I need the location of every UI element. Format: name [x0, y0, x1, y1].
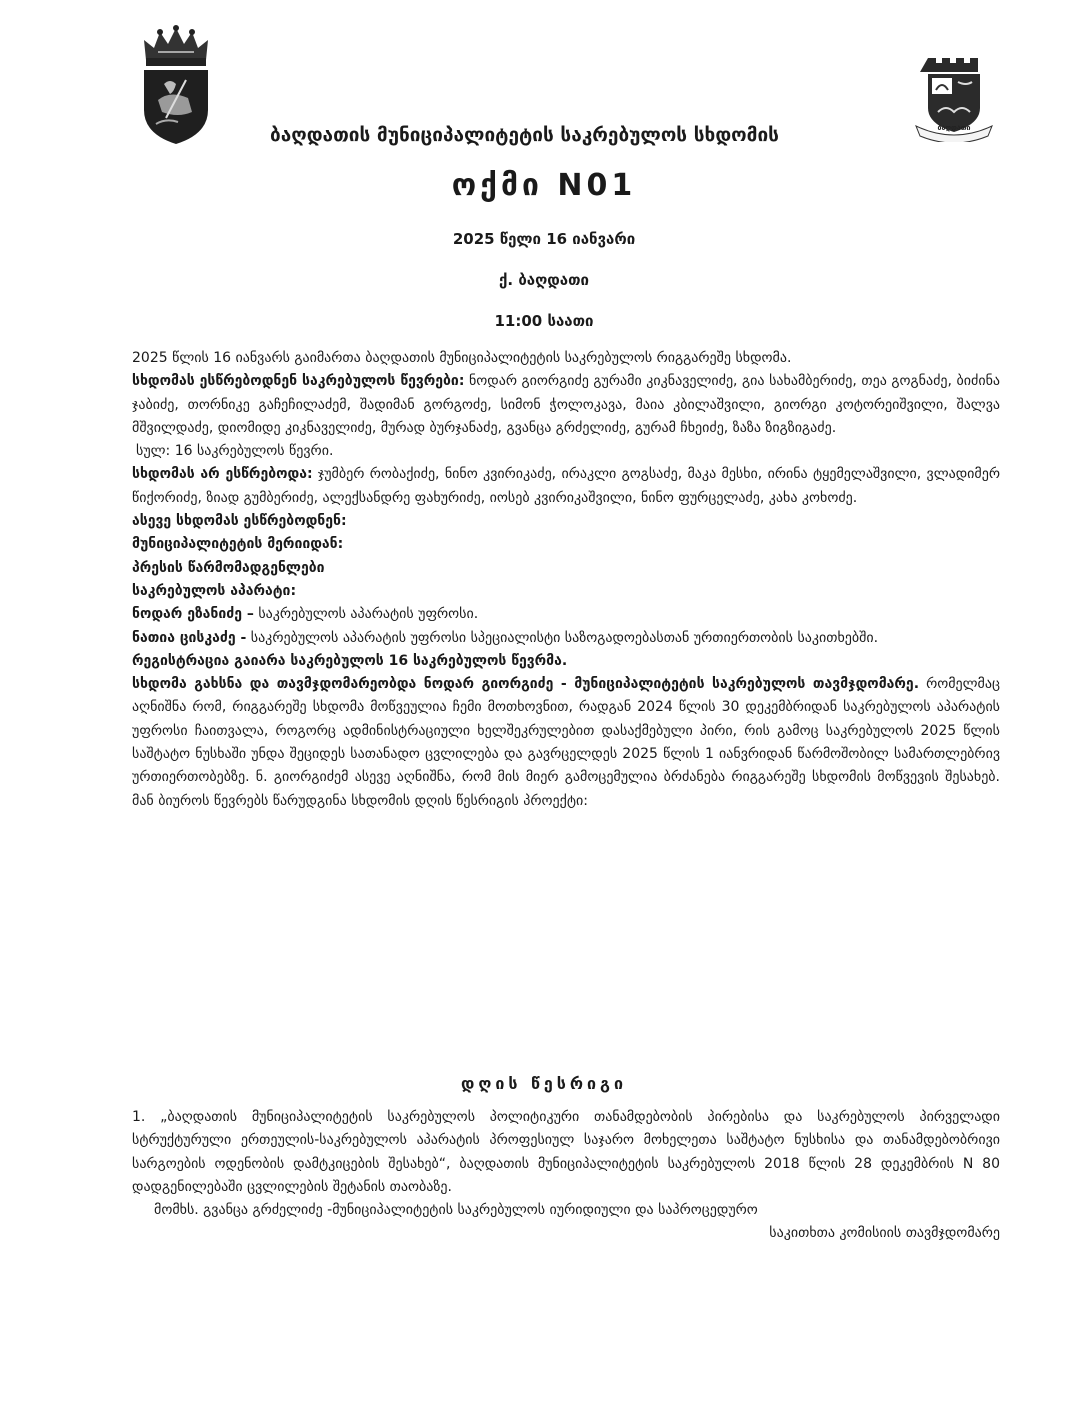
apparatus-heading: საკრებულოს აპარატი:: [132, 582, 297, 599]
press-heading: პრესის წარმომადგენლები: [132, 559, 325, 576]
apparatus-person-2: [132, 627, 1000, 650]
agenda-speaker: მომხს. გვანცა გრძელიძე -მუნიციპალიტეტის საკრებულოს იურიდიული და საპროცედურო: [154, 1202, 758, 1219]
absent-members-paragraph: [132, 463, 1000, 510]
absent-members-list: ჯუმბერ რობაქიძე, ნინო კვირიკაძე, ირაკლი გოგსაძე, მაკა მესხი, ირინა ტყემელაშვილი, ვლადიმერ წიქორიძე, ზიად გუმბერიძე, ალექსანდრე ფახურიძე, იოსებ კვირიკაშვილი, ნინო ფურცელაძე, კახა კოხოძე.: [132, 466, 1000, 506]
person-2-role: საკრებულოს აპარატის უფროსი სპეციალისტი საზოგადოებასთან ურთიერთობის საკითხებში.: [246, 629, 879, 646]
session-opening-paragraph: [132, 673, 1000, 813]
mayor-office-heading: მუნიციპალიტეტის მერიიდან:: [132, 536, 344, 553]
coat-of-arms-icon: [136, 22, 216, 146]
also-present-heading: ასევე სხდომას ესწრებოდნენ:: [132, 513, 347, 530]
protocol-time: 11:00 საათი: [494, 312, 594, 330]
document-title: ბაღდათის მუნიციპალიტეტის საკრებულოს სხდომის: [270, 124, 779, 146]
total-members: სულ: 16 საკრებულოს წევრი.: [136, 443, 334, 460]
municipality-emblem-icon: [914, 52, 994, 142]
present-members-paragraph: [132, 370, 1000, 440]
agenda-speaker-role: საკითხთა კომისიის თავმჯდომარე: [769, 1225, 1000, 1242]
person-1-role: საკრებულოს აპარატის უფროსი.: [253, 606, 479, 623]
session-opening-text: რომელმაც აღნიშნა რომ, რიგგარეშე სხდომა მოწვეულია ჩემი მოთხოვნით, რადგან 2024 წლის 30 დეკემბრიდან საკრებულოს აპარატის უფროსი ჩაითვალა, როგორც ადმინისტრაციული ხელშეკრულებით დასაქმებული პირი, რის გამოც საკრებულოს 2025 წლის საშტატო ნუსხაში უნდა შეციდეს სათანადო ცვლილება და გავრცელდეს 2025 წლის 1 იანვრიდან წარმოშობილ სამართლებრივ ურთიერთობებზე. ნ. გიორგიძემ ასევე აღნიშნა, რომ მის მიერ გამოცემულია ბრძანება რიგგარეშე სხდომის მოწვევის შესახებ. მან ბიუროს წევრებს წარუდგინა სხდომის დღის წესრიგის პროექტი:: [132, 676, 1000, 809]
protocol-date: 2025 წელი 16 იანვარი: [452, 230, 636, 248]
protocol-number: ოქმი N01: [451, 168, 637, 203]
present-members-label: სხდომას ესწრებოდნენ საკრებულოს წევრები:: [132, 373, 465, 390]
protocol-body: [132, 347, 1000, 813]
person-2-name: ნათია ცისკაძე -: [132, 629, 247, 646]
agenda-section: [132, 1106, 1000, 1246]
opening-paragraph: 2025 წლის 16 იანვარს გაიმართა ბაღდათის მუნიციპალიტეტის საკრებულოს რიგგარეშე სხდომა.: [132, 350, 792, 366]
apparatus-person-1: [132, 603, 1000, 626]
protocol-city: ქ. ბაღდათი: [499, 271, 589, 289]
registration-line: რეგისტრაცია გაიარა საკრებულოს 16 საკრებულოს წევრმა.: [132, 652, 568, 669]
absent-members-label: სხდომას არ ესწრებოდა:: [132, 466, 313, 483]
emblem-banner-text: ბაღდათი: [937, 124, 971, 132]
present-members-list: ნოდარ გიორგიძე გურამი კიკნაველიძე, გია სახამბერიძე, თეა გოგნაძე, ბიძინა ჯაბიძე, თორნიკე გაჩეჩილაძემ, შადიმან გორგოძე, სიმონ ჭოლოკავა, მაია კბილაშვილი, გიორგი კოტორეიშვილი, შალვა მშვილდაძე, დიომიდე კიკნაველიძე, მურად ბურჯანაძე, გვანცა გრძელიძე, გურამ ჩხეიძე, ზაზა ზიგზიგაძე.: [132, 373, 1000, 436]
agenda-item-1: 1. „ბაღდათის მუნიციპალიტეტის საკრებულოს პოლიტიკური თანამდებობის პირებისა და საკრებულოს პირველადი სტრუქტურული ერთეულის-საკრებულოს აპარატის პროფესიულ საჯარო მოხელეთა საშტატო ნუსხისა და თანამდებობრივი სარგოების ოდენობის დამტკიცების შესახებ“, ბაღდათის მუნიციპალიტეტის საკრებულოს 2018 წლის 28 დეკემბრის N 80 დადგენილებაში ცვლილების შეტანის თაობაზე.: [132, 1109, 1000, 1195]
person-1-name: ნოდარ ეზანიძე –: [132, 606, 254, 623]
agenda-heading: დღის წესრიგი: [460, 1074, 628, 1093]
session-chair-statement: სხდომა გახსნა და თავმჯდომარეობდა ნოდარ გიორგიძე - მუნიციპალიტეტის საკრებულოს თავმჯდომარე.: [132, 676, 920, 693]
